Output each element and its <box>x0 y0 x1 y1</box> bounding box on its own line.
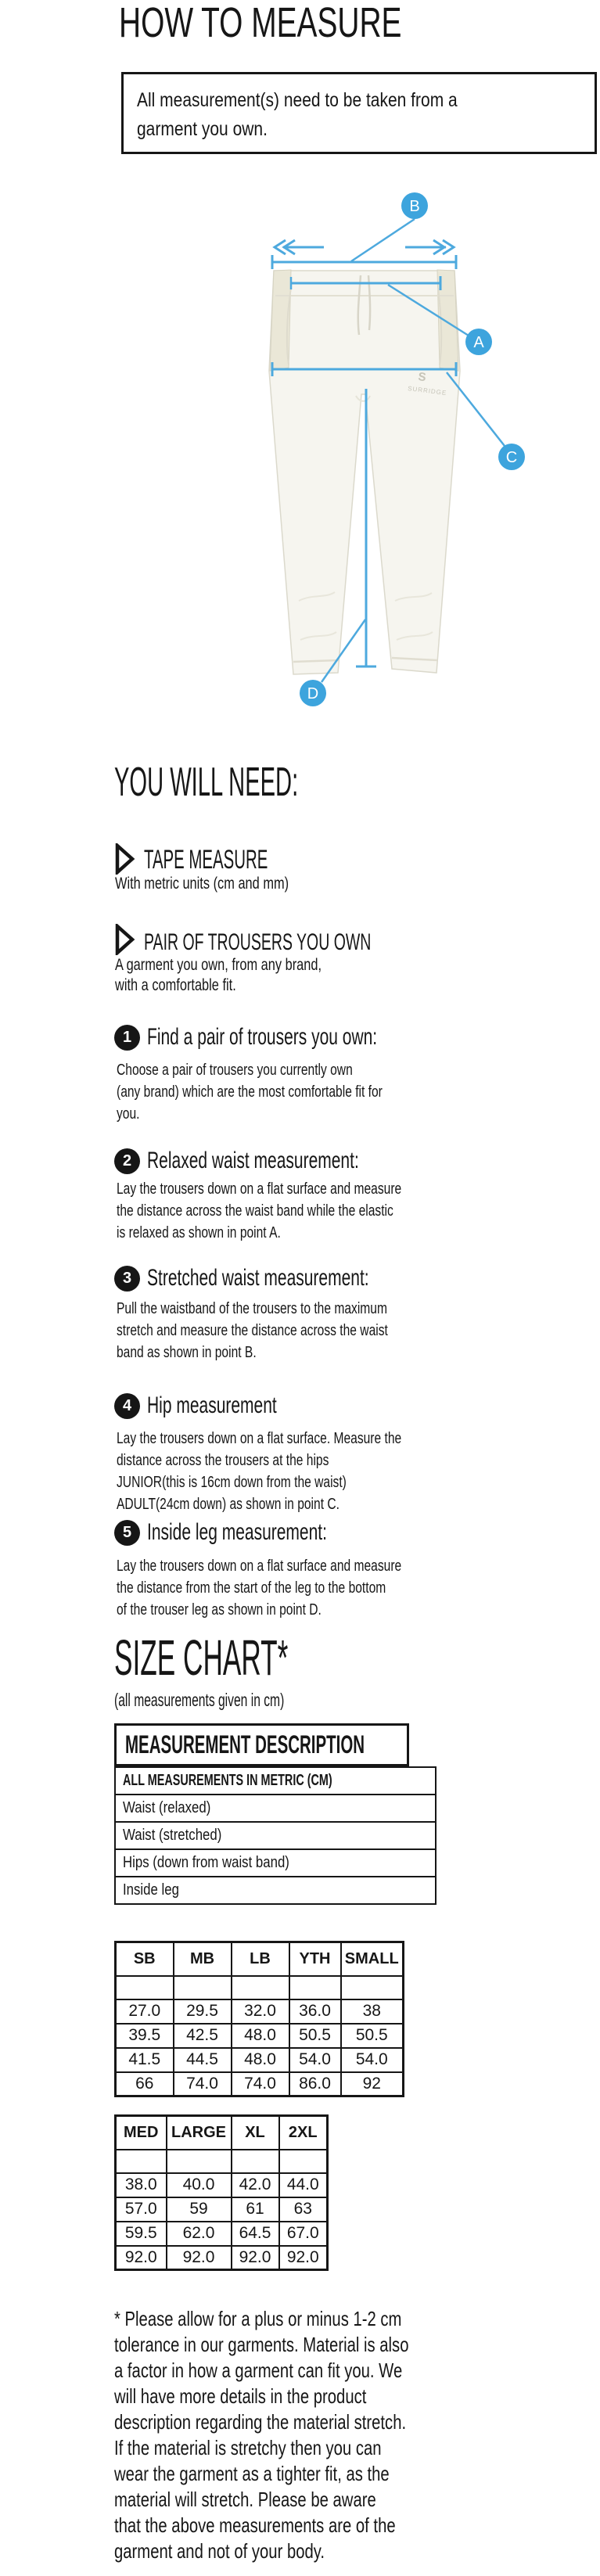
size-table-junior <box>114 1941 404 2097</box>
brand-logo-text: SURRIDGE <box>407 385 447 397</box>
column-header: SB <box>116 1942 174 1976</box>
description-row <box>114 1821 437 1850</box>
size-chart-subheading: (all measurements given in cm) <box>114 1690 285 1710</box>
step-body-line: ADULT(24cm down) as shown in point C. <box>117 1496 340 1513</box>
column-header: LARGE <box>167 2116 232 2150</box>
need-item-title-trousers: PAIR OF TROUSERS YOU OWN <box>144 929 372 955</box>
column-header: MED <box>116 2116 167 2150</box>
footnote-line: wear the garment as a tighter fit, as the <box>114 2462 390 2485</box>
footnote-line: material will stretch. Please be aware <box>114 2488 376 2511</box>
footnote-line: that the above measurements are of the <box>114 2513 396 2537</box>
table-cell: 38 <box>341 1999 404 2024</box>
intro-note-box <box>121 72 597 154</box>
need-item-desc-lines <box>115 955 380 996</box>
table-cell: 54.0 <box>289 2048 341 2072</box>
table-cell: 38.0 <box>116 2173 167 2197</box>
table-cell: 63 <box>279 2197 328 2222</box>
description-row <box>114 1794 437 1823</box>
column-header: MB <box>174 1942 232 1976</box>
size-table-row <box>116 1999 404 2024</box>
table-cell <box>232 2150 279 2173</box>
brand-logo-mark: S <box>417 370 427 385</box>
step-body-line: stretch and measure the distance across the waist <box>117 1322 388 1339</box>
step-1-number-badge: 1 <box>114 1025 140 1051</box>
table-cell: 48.0 <box>232 2024 289 2048</box>
marker-d-label: D <box>307 685 319 702</box>
step-5-body <box>117 1555 482 1621</box>
trousers-measurement-diagram <box>0 180 600 728</box>
size-table-row <box>116 2197 328 2222</box>
footnote-line: garment and not of your body. <box>114 2539 325 2563</box>
description-row-text: Waist (relaxed) <box>123 1799 211 1816</box>
description-row <box>114 1848 437 1877</box>
size-chart-heading: SIZE CHART* <box>114 1629 289 1686</box>
table-cell: 92.0 <box>116 2246 167 2270</box>
column-header: SMALL <box>341 1942 404 1976</box>
marker-c-label: C <box>505 449 518 466</box>
step-3-header <box>114 1264 464 1292</box>
table-cell <box>289 1976 341 1999</box>
table-cell <box>232 1976 289 1999</box>
size-table-row <box>116 2246 328 2270</box>
table-cell <box>341 1976 404 1999</box>
step-body-line: JUNIOR(this is 16cm down from the waist) <box>117 1474 347 1491</box>
table-cell: 61 <box>232 2197 279 2222</box>
intro-note-line-1: All measurement(s) need to be taken from a <box>137 89 458 111</box>
table-cell: 92.0 <box>167 2246 232 2270</box>
measurement-description-header <box>114 1723 409 1766</box>
footnote-line: tolerance in our garments. Material is also <box>114 2333 409 2356</box>
size-table-row <box>116 2072 404 2096</box>
column-header: 2XL <box>279 2116 328 2150</box>
description-row-text: Inside leg <box>123 1881 179 1899</box>
step-2-body <box>117 1178 482 1244</box>
step-3-title: Stretched waist measurement: <box>147 1265 369 1291</box>
table-cell <box>279 2150 328 2173</box>
table-cell: 64.5 <box>232 2222 279 2246</box>
step-body-line: Lay the trousers down on a flat surface. Measure the <box>117 1430 402 1447</box>
table-cell: 74.0 <box>174 2072 232 2096</box>
step-5-number-badge: 5 <box>114 1520 140 1546</box>
table-cell: 57.0 <box>116 2197 167 2222</box>
tolerance-footnote <box>114 2306 492 2564</box>
table-cell <box>174 1976 232 1999</box>
step-2-number-badge: 2 <box>114 1148 140 1174</box>
column-header: LB <box>232 1942 289 1976</box>
table-cell: 86.0 <box>289 2072 341 2096</box>
step-body-line: you. <box>117 1105 140 1123</box>
measurement-description-rows <box>114 1766 437 1905</box>
description-row-text: Waist (stretched) <box>123 1827 222 1844</box>
table-cell: 67.0 <box>279 2222 328 2246</box>
table-cell: 42.0 <box>232 2173 279 2197</box>
size-table-row <box>116 2173 328 2197</box>
table-cell: 32.0 <box>232 1999 289 2024</box>
table-cell: 92.0 <box>279 2246 328 2270</box>
step-5-title: Inside leg measurement: <box>147 1519 327 1545</box>
size-table-row <box>116 2024 404 2048</box>
need-item-title-tape-measure: TAPE MEASURE <box>144 845 268 875</box>
step-2-header <box>114 1147 450 1175</box>
table-cell: 59.5 <box>116 2222 167 2246</box>
footnote-line: will have more details in the product <box>114 2384 367 2408</box>
step-body-line: of the trouser leg as shown in point D. <box>117 1601 322 1619</box>
step-body-line: distance across the trousers at the hips <box>117 1452 329 1469</box>
step-body-line: is relaxed as shown in point A. <box>117 1224 281 1241</box>
table-cell: 44.5 <box>174 2048 232 2072</box>
marker-a-label: A <box>473 334 484 351</box>
table-cell: 29.5 <box>174 1999 232 2024</box>
table-cell: 44.0 <box>279 2173 328 2197</box>
marker-b-label: B <box>409 198 420 215</box>
table-cell: 74.0 <box>232 2072 289 2096</box>
size-table-row <box>116 2048 404 2072</box>
table-cell <box>116 2150 167 2173</box>
spacer-row <box>116 1976 404 1999</box>
step-body-line: band as shown in point B. <box>117 1344 257 1361</box>
description-row-text: ALL MEASUREMENTS IN METRIC (CM) <box>123 1772 332 1789</box>
footnote-line: If the material is stretchy then you can <box>114 2436 382 2459</box>
need-item-desc-line: A garment you own, from any brand, <box>115 956 322 974</box>
step-2-title: Relaxed waist measurement: <box>147 1148 359 1173</box>
table-cell: 39.5 <box>116 2024 174 2048</box>
size-table-adult <box>114 2114 329 2271</box>
step-1-header <box>114 1023 476 1051</box>
step-4-number-badge: 4 <box>114 1393 140 1419</box>
table-cell: 48.0 <box>232 2048 289 2072</box>
footnote-line: a factor in how a garment can fit you. We <box>114 2359 403 2382</box>
trousers-body <box>269 271 460 674</box>
step-3-body <box>117 1298 465 1363</box>
callout-line-b <box>351 219 415 261</box>
step-body-line: Choose a pair of trousers you currently own <box>117 1062 353 1079</box>
measurement-description-header-text: MEASUREMENT DESCRIPTION <box>125 1730 365 1759</box>
table-cell: 66 <box>116 2072 174 2096</box>
table-cell <box>116 1976 174 1999</box>
step-body-line: Lay the trousers down on a flat surface and measure <box>117 1180 402 1198</box>
table-cell: 92.0 <box>232 2246 279 2270</box>
description-row <box>114 1766 437 1795</box>
step-1-body <box>117 1059 458 1125</box>
table-cell: 41.5 <box>116 2048 174 2072</box>
table-cell: 92 <box>341 2072 404 2096</box>
step-body-line: Pull the waistband of the trousers to the maximum <box>117 1300 387 1317</box>
need-item-desc-line: with a comfortable fit. <box>115 976 236 994</box>
you-will-need-heading: YOU WILL NEED: <box>114 760 299 805</box>
table-cell: 54.0 <box>341 2048 404 2072</box>
trousers-illustration <box>269 270 460 674</box>
triangle-bullet-icon <box>114 843 136 875</box>
description-row-text: Hips (down from waist band) <box>123 1854 289 1871</box>
step-4-title: Hip measurement <box>147 1392 277 1418</box>
table-cell: 42.5 <box>174 2024 232 2048</box>
step-body-line: the distance from the start of the leg to the bottom <box>117 1579 386 1597</box>
column-header: XL <box>232 2116 279 2150</box>
table-cell: 59 <box>167 2197 232 2222</box>
table-cell <box>167 2150 232 2173</box>
page-title: HOW TO MEASURE <box>119 0 402 46</box>
size-table-row <box>116 2222 328 2246</box>
step-1-title: Find a pair of trousers you own: <box>147 1024 378 1050</box>
table-cell: 62.0 <box>167 2222 232 2246</box>
table-cell: 50.5 <box>289 2024 341 2048</box>
description-row <box>114 1876 437 1905</box>
footnote-line: description regarding the material stretch. <box>114 2410 407 2434</box>
size-table-header-row <box>116 1942 404 1976</box>
step-4-body <box>117 1428 482 1515</box>
step-body-line: Lay the trousers down on a flat surface and measure <box>117 1557 402 1575</box>
footnote-line: * Please allow for a plus or minus 1-2 cm <box>114 2307 402 2330</box>
need-item-desc: With metric units (cm and mm) <box>115 875 289 893</box>
step-3-number-badge: 3 <box>114 1266 140 1292</box>
intro-note-line-2: garment you own. <box>137 118 268 140</box>
step-4-header <box>114 1392 332 1420</box>
table-cell: 36.0 <box>289 1999 341 2024</box>
step-body-line: (any brand) which are the most comfortable fit for <box>117 1083 383 1101</box>
table-cell: 40.0 <box>167 2173 232 2197</box>
table-cell: 50.5 <box>341 2024 404 2048</box>
size-table-header-row <box>116 2116 328 2150</box>
step-5-header <box>114 1518 404 1547</box>
triangle-bullet-icon <box>114 924 136 955</box>
spacer-row <box>116 2150 328 2173</box>
table-cell: 27.0 <box>116 1999 174 2024</box>
step-body-line: the distance across the waist band while the elastic <box>117 1202 393 1220</box>
column-header: YTH <box>289 1942 341 1976</box>
